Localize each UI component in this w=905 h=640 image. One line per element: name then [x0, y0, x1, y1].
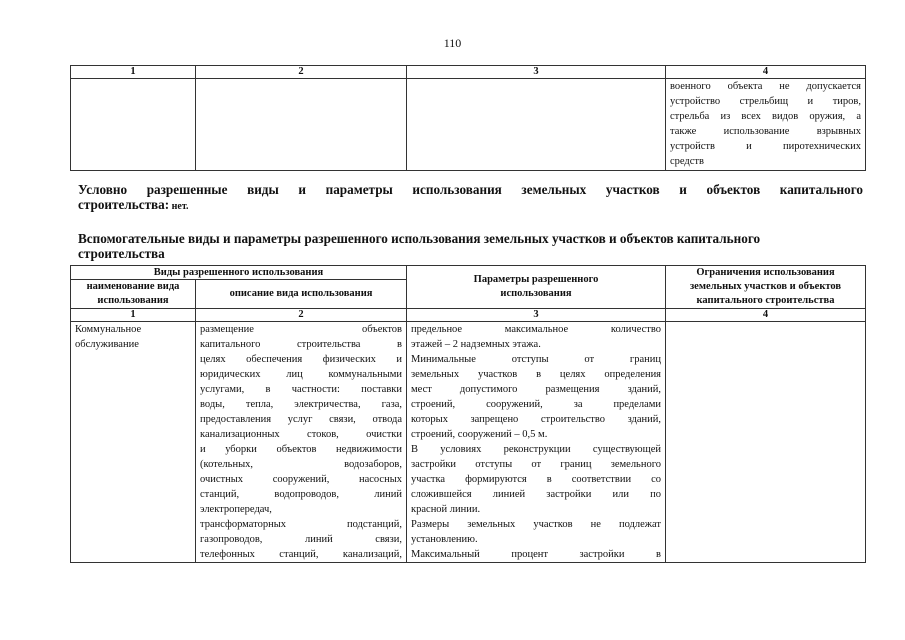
heading-suffix: нет.	[169, 201, 189, 212]
heading-line: Вспомогательные виды и параметры разрешенного использования земельных участков и объектов капитального	[78, 231, 761, 246]
text-line: предоставления услуг связи, отвода	[200, 414, 403, 425]
text-line: газопроводов, линий связи,	[200, 534, 403, 545]
text-line: установлению.	[411, 534, 478, 545]
col-number-3: 3	[407, 309, 666, 322]
col-number-2: 2	[196, 66, 407, 79]
table-continuation	[70, 65, 866, 171]
text-line: капитального строительства в	[200, 339, 403, 350]
col-number-2: 2	[196, 309, 407, 322]
restrictions-cell	[666, 79, 866, 171]
text-line: Размеры земельных участков не подлежат	[411, 519, 662, 530]
column-number-row	[71, 309, 866, 322]
header-use-name: наименование вида использования	[71, 280, 196, 309]
text-line: юридических лиц коммунальными	[200, 369, 403, 380]
text-line: воды, тепла, электричества, газа,	[200, 399, 403, 410]
use-name-cell	[71, 322, 196, 563]
text-line: сложившейся линией застройки или по	[411, 489, 662, 500]
cell-empty-3	[407, 79, 666, 171]
heading-conditional-uses	[78, 182, 863, 214]
text-line: услугами, в частности: поставки	[200, 384, 403, 395]
text-line: Коммунальное	[75, 324, 142, 335]
text-line: предельное максимальное количество	[411, 324, 662, 335]
text-line: (котельных, водозаборов,	[200, 459, 403, 470]
header-row	[71, 266, 866, 280]
text-line: стрельба из всех видов оружия, а	[670, 111, 861, 122]
text-line: устройств и пиротехнических	[670, 141, 861, 152]
text-line: красной линии.	[411, 504, 481, 515]
text-line: электропередач,	[200, 504, 272, 515]
cell-empty-2	[196, 79, 407, 171]
col-number-4: 4	[666, 309, 866, 322]
text-line: размещение объектов	[200, 324, 403, 335]
heading-line: строительства	[78, 246, 165, 261]
use-description-cell	[196, 322, 407, 563]
header-parameters: Параметры разрешенного использования	[407, 266, 666, 309]
text-line: станций, водопроводов, линий	[200, 489, 403, 500]
text-line: мест допустимого размещения зданий,	[411, 384, 662, 395]
text-line: военного объекта не допускается	[670, 81, 861, 92]
text-line: устройство стрельбищ и тиров,	[670, 96, 861, 107]
col-number-1: 1	[71, 66, 196, 79]
text-line: участка формируются в соответствии со	[411, 474, 662, 485]
col-number-1: 1	[71, 309, 196, 322]
text-line: застройки отступы от границ земельного	[411, 459, 662, 470]
header-limitations: Ограничения использования земельных участков и объектов капитального строительства	[666, 266, 866, 309]
table-row	[71, 79, 866, 171]
text-line: В условиях реконструкции существующей	[411, 444, 662, 455]
table-row	[71, 322, 866, 563]
text-line: строений, сооружений – 0,5 м.	[411, 429, 548, 440]
column-number-row	[71, 66, 866, 79]
heading-line: Условно разрешенные виды и параметры использования земельных участков и объектов капитального	[78, 182, 863, 197]
text-line: земельных участков в целях определения	[411, 369, 662, 380]
heading-auxiliary-uses	[78, 231, 863, 261]
header-use-description: описание вида использования	[196, 280, 407, 309]
text-line: также использование взрывных	[670, 126, 861, 137]
col-number-4: 4	[666, 66, 866, 79]
heading-line: строительства:	[78, 197, 170, 212]
text-line: канализационных стоков, очистки	[200, 429, 403, 440]
text-line: которых запрещено строительство зданий,	[411, 414, 662, 425]
text-line: трансформаторных подстанций,	[200, 519, 403, 530]
col-number-3: 3	[407, 66, 666, 79]
text-line: Максимальный процент застройки в	[411, 549, 662, 560]
limitations-cell	[666, 322, 866, 563]
text-line: обслуживание	[75, 339, 139, 350]
text-line: этажей – 2 надземных этажа.	[411, 339, 541, 350]
page-number: 110	[443, 36, 462, 50]
text-line: телефонных станций, канализаций,	[200, 549, 403, 560]
text-line: Минимальные отступы от границ	[411, 354, 662, 365]
header-use-types: Виды разрешенного использования	[71, 266, 407, 280]
parameters-cell	[407, 322, 666, 563]
table-auxiliary-uses	[70, 265, 866, 563]
text-line: и уборки объектов недвижимости	[200, 444, 403, 455]
text-line: очистных сооружений, насосных	[200, 474, 403, 485]
text-line: целях обеспечения физических и	[200, 354, 403, 365]
text-line: строений, сооружений, за пределами	[411, 399, 662, 410]
cell-empty-1	[71, 79, 196, 171]
text-line: средств	[670, 156, 704, 167]
